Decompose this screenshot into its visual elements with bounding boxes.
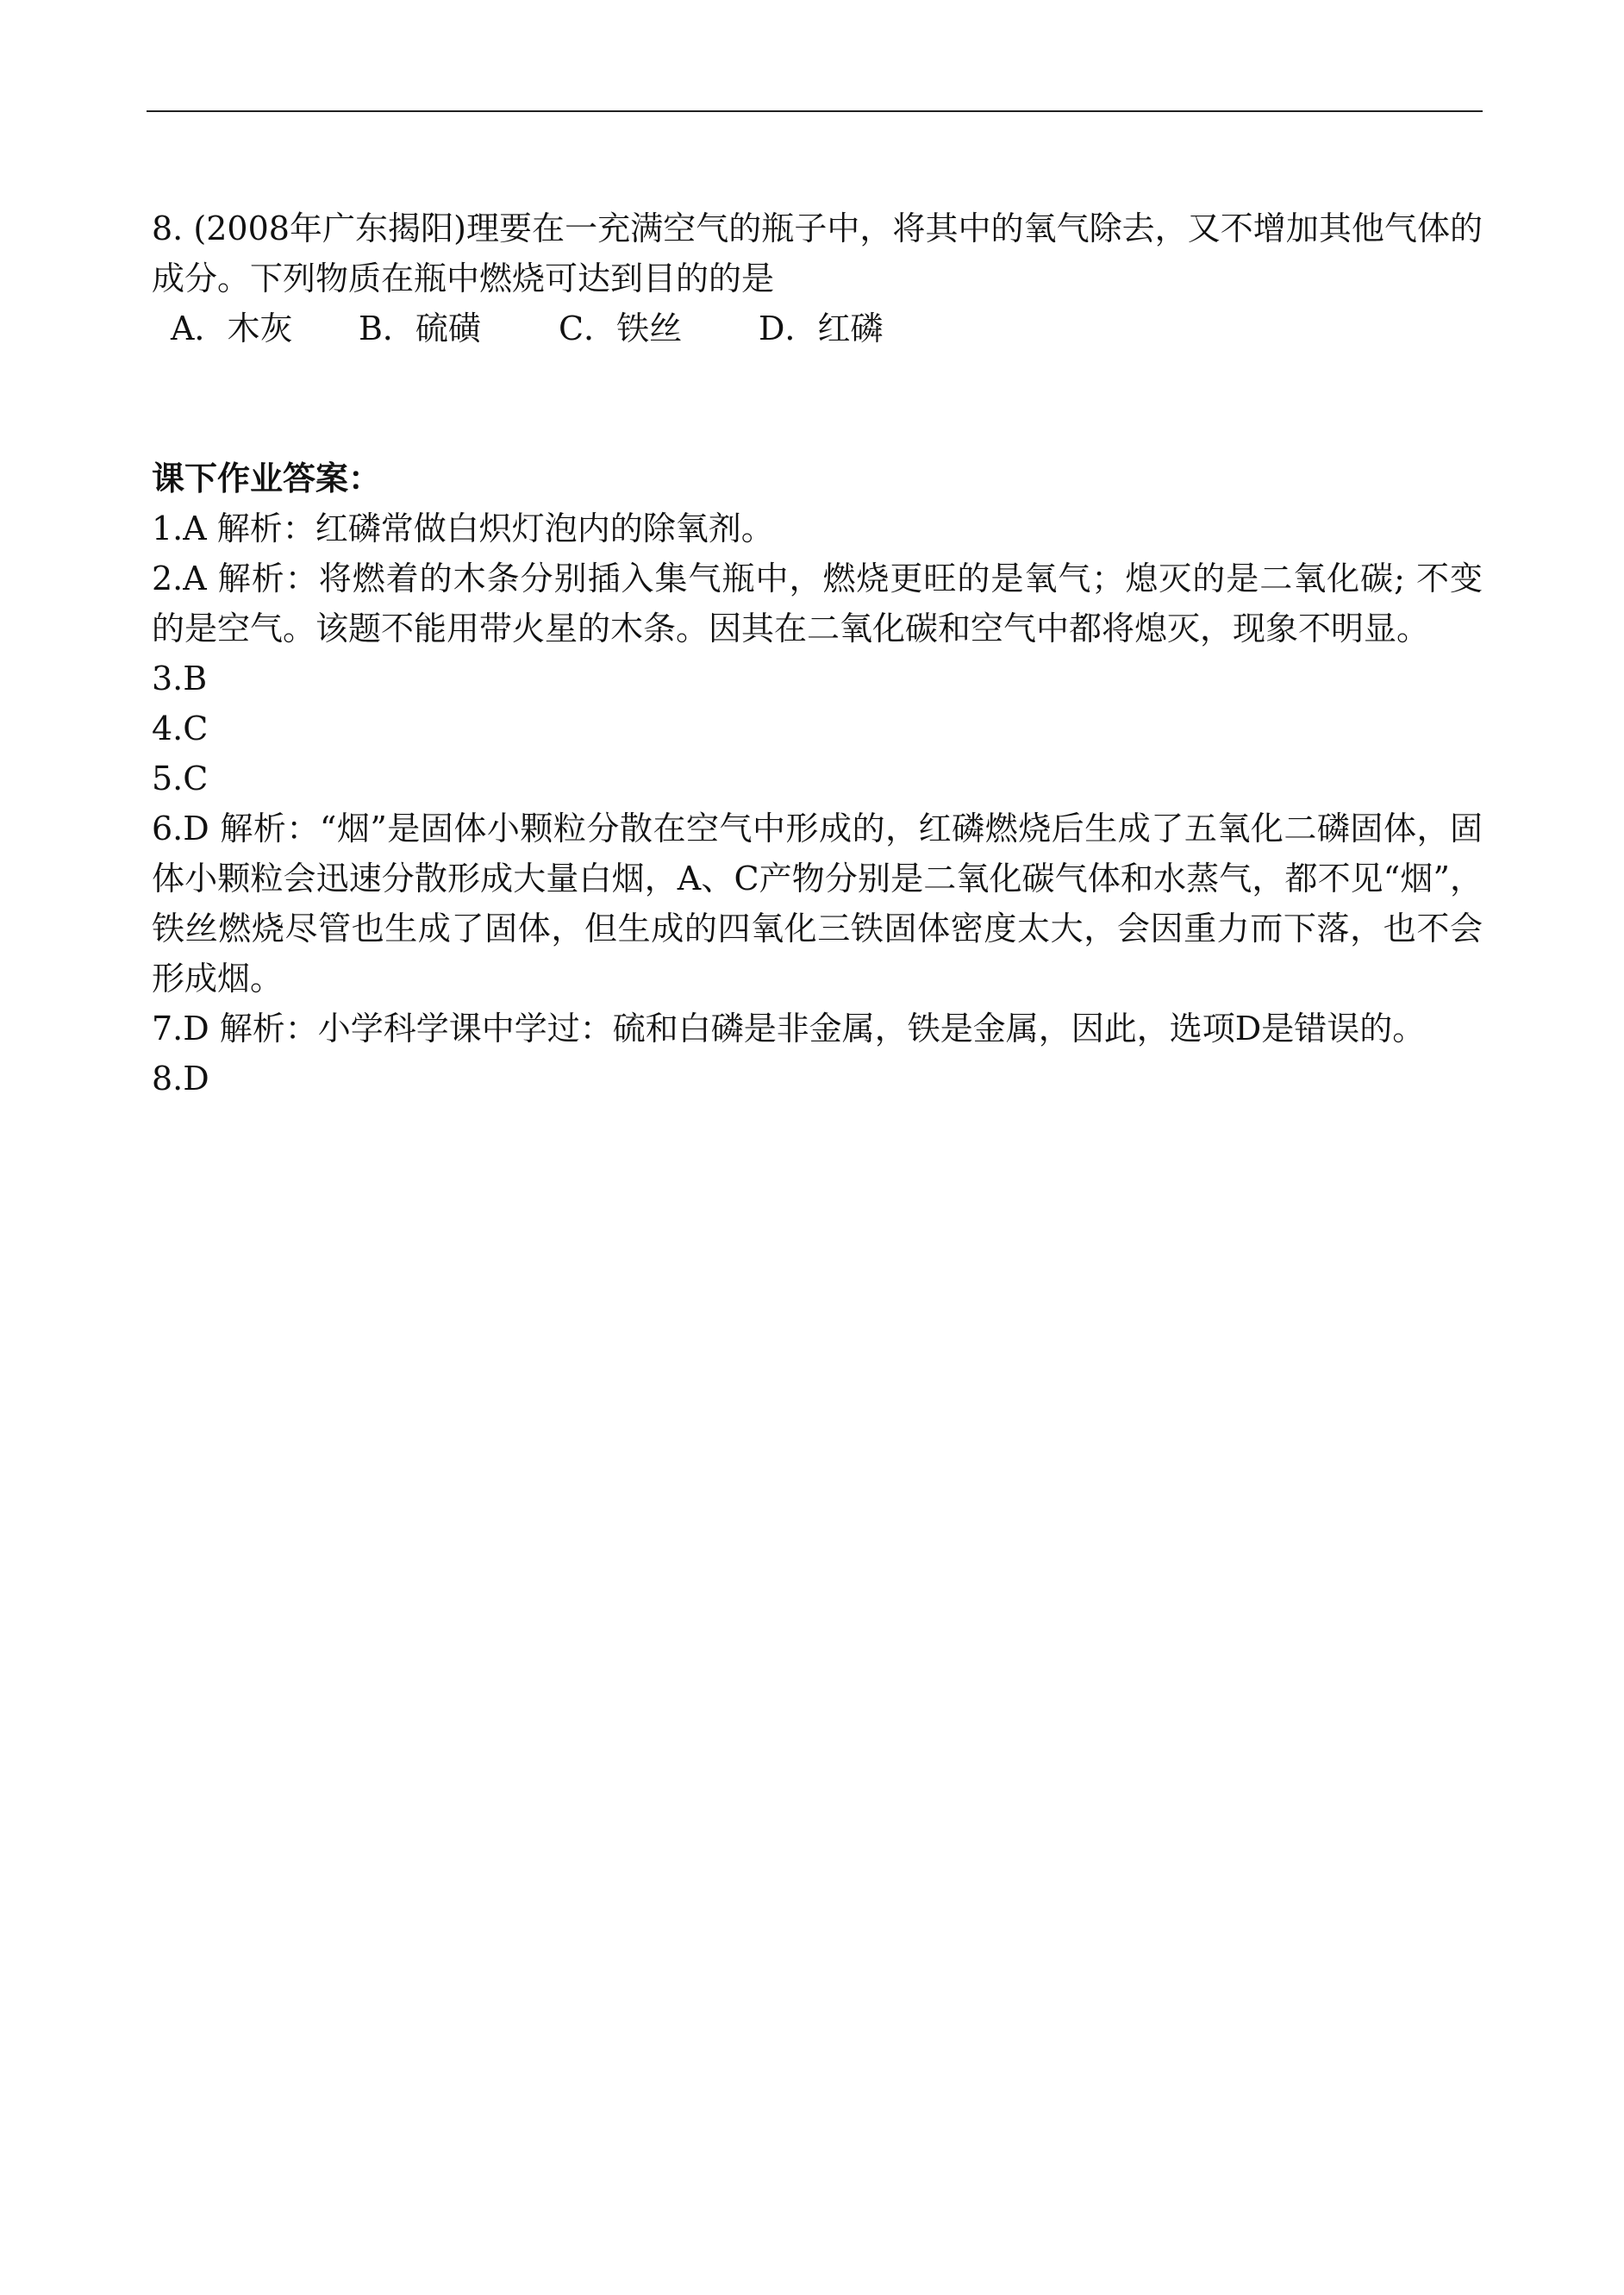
- answers-section-title: 课下作业答案：: [152, 459, 382, 497]
- answer-item-5: 5.C: [152, 760, 209, 797]
- answer-item-8: 8.D: [152, 1060, 209, 1097]
- answer-item-2: 2.A 解析：将燃着的木条分别插入集气瓶中，燃烧更旺的是氧气；熄灭的是二氧化碳; 不变的是空气。该题不能用带火星的木条。因其在二氧化碳和空气中都将熄灭，现象不明显。: [152, 560, 1483, 647]
- question-text: (2008年广东揭阳)理要在一充满空气的瓶子中，将其中的氧气除去，又不增加其他气体的成分。下列物质在瓶中燃烧可达到目的的是: [152, 209, 1483, 297]
- header-rule: [147, 110, 1483, 112]
- answer-item-3: 3.B: [152, 660, 208, 697]
- answer-item-4: 4.C: [152, 710, 209, 747]
- question-options: [152, 303, 1483, 353]
- answer-item-6: 6.D 解析：“烟”是固体小颗粒分散在空气中形成的，红磷燃烧后生成了五氧化二磷固体，固体小颗粒会迅速分散形成大量白烟，A、C产物分别是二氧化碳气体和水蒸气，都不见“烟”，铁丝燃烧尽管也生成了固体，但生成的四氧化三铁固体密度太大，会因重力而下落，也不会形成烟。: [152, 810, 1483, 997]
- option-c: C．铁丝: [559, 310, 683, 347]
- question-number: 8.: [152, 209, 184, 247]
- page-content: [152, 203, 1483, 1104]
- option-a: A．木灰: [171, 310, 293, 347]
- option-d: D．红磷: [759, 310, 884, 347]
- answer-item-1: 1.A 解析：红磷常做白炽灯泡内的除氧剂。: [152, 510, 774, 547]
- answer-item-7: 7.D 解析：小学科学课中学过：硫和白磷是非金属，铁是金属，因此，选项D是错误的。: [152, 1010, 1426, 1047]
- question-8: [152, 203, 1483, 303]
- option-b: B．硫磺: [359, 310, 481, 347]
